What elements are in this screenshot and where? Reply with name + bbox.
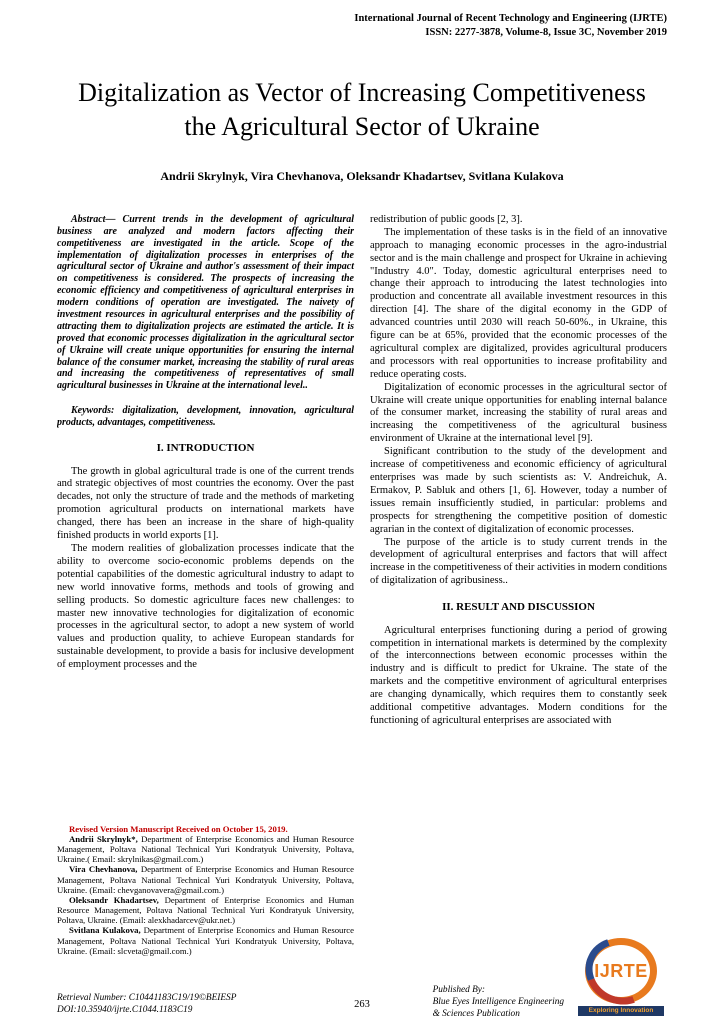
- footnote-author-name: Andrii Skrylnyk*,: [69, 833, 138, 844]
- footnote-received-line: Revised Version Manuscript Received on October 15, 2019.: [69, 823, 288, 834]
- body-paragraph-continuation: redistribution of public goods [2, 3].: [370, 213, 523, 225]
- left-column: [57, 214, 354, 956]
- publisher-name-line1: Blue Eyes Intelligence Engineering: [432, 996, 564, 1007]
- ijrte-logo: [578, 938, 664, 1016]
- intro-paragraph-1: The growth in global agricultural trade is one of the current trends and strategic objectives of most countries the economy. Over the past decades, not only the structure of trade and the methods of marketing promotion agricultural products on international markets have changed, there has been an increase in the share of high-quality finished products in world exports [1].: [57, 465, 354, 542]
- footnote-author-affiliation: Department of Enterprise Economics and Human Resource Management, Poltava National Technical Yuri Kondratyuk University, Poltava, Ukraine. (Email: alexkhadarcev@ukr.net.): [57, 894, 354, 926]
- footnote-author-name: Svitlana Kulakova,: [69, 925, 141, 936]
- section-heading-results: II. RESULT AND DISCUSSION: [442, 601, 595, 614]
- intro-paragraph-2: The modern realities of globalization processes indicate that the ability to overcome socio-economic problems depends on the potential capabilities of the domestic agricultural industry to adapt to new world innovative forms, methods and tools of growing and selling products. So domestic agriculture faces new challenges: to master new innovative technologies for digitalization of economic processes in the agricultural sector, to adopt a new system of world values and production quality, to achieve European standards for sustainable development, to provide a basis for inclusive development of employment processes and the: [57, 542, 354, 671]
- footnote-author-affiliation: Department of Enterprise Economics and Human Resource Management, Poltava National Technical Yuri Kondratyuk University, Poltava, Ukraine.( Email: skrylnikas@gmail.com.): [57, 833, 354, 865]
- ijrte-logo-circle: [585, 938, 657, 1004]
- authors-line: Andrii Skrylnyk, Vira Chevhanova, Oleksandr Khadartsev, Svitlana Kulakova: [160, 168, 564, 183]
- publisher-block: [433, 984, 564, 1020]
- body-paragraph: The purpose of the article is to study current trends in the development of agricultural enterprises and factors that will affect increase in the competitiveness of their activities in modern conditions of digitalization of agribusiness..: [370, 536, 667, 587]
- footnote-block: [57, 824, 354, 956]
- journal-header: [57, 12, 667, 40]
- footnote-author-name: Oleksandr Khadartsev,: [69, 894, 159, 905]
- abstract-text: Current trends in the development of agricultural business are analyzed and modern factors affecting their competitiveness are investigated in the article. Scope of the implementation of digitalization processes in enterprises of the agricultural sector of Ukraine and author's assessment of their impact on competitiveness is considered. The prospects of increasing the economic efficiency and competitiveness of agricultural enterprises in modern conditions of operation are investigated. The naivety of investment resources in agricultural enterprises and the possibility of attracting them to digitalization projects are estimated the article. It is proved that economic processes digitalization in the agricultural sector of Ukraine will create unique opportunities for ensuring the internal balance of the consumer market, increasing the stability of rural areas and increasing the competitiveness of representatives of small agricultural businesses in Ukraine at the international level..: [57, 213, 354, 392]
- journal-issn-line: ISSN: 2277-3878, Volume-8, Issue 3C, November 2019: [425, 27, 667, 39]
- right-column: [370, 214, 667, 956]
- retrieval-number: Retrieval Number: C10441183C19/19©BEIESP: [57, 992, 237, 1003]
- publisher-name-line2: & Sciences Publication: [432, 1008, 520, 1019]
- footnote-author-affiliation: Department of Enterprise Economics and Human Resource Management, Poltava National Technical Yuri Kondratyuk University, Poltava, Ukraine. (Email: slcveta@gmail.com.): [57, 925, 354, 956]
- footnote-author-entry: [57, 864, 354, 895]
- published-by-label: Published By:: [432, 984, 486, 995]
- footnote-author-entry: [57, 834, 354, 865]
- ijrte-logo-banner: Exploring Innovation: [578, 1006, 664, 1016]
- ijrte-logo-text: IJRTE: [594, 960, 648, 981]
- footnote-author-entry: [57, 925, 354, 956]
- abstract-label: Abstract—: [71, 213, 116, 225]
- doi-line: DOI:10.35940/ijrte.C1044.1183C19: [57, 1004, 193, 1015]
- two-column-body: [57, 214, 667, 956]
- paper-title: Digitalization as Vector of Increasing Competitiveness the Agricultural Sector of Ukraine: [78, 78, 646, 141]
- abstract-paragraph: [57, 214, 354, 392]
- body-paragraph: Significant contribution to the study of the development and increase of competitiveness and economic efficiency of agricultural enterprises was made by such scientists as: V. Andreichuk, A. Ermakov, P. Sabluk and others [1, 6]. However, today a number of issues remain insufficiently studied, in particular: problems and prospects for strengthening the competitive position of domestic agrarian in the context of digitalization of economic processes.: [370, 446, 667, 535]
- footnote-author-name: Vira Chevhanova,: [69, 864, 138, 875]
- section-heading-introduction: I. INTRODUCTION: [156, 442, 255, 455]
- body-paragraph: Agricultural enterprises functioning during a period of growing competition in international markets is determined by the complexity of the interconnections between economic processes within the industry and is difficult to predict for Ukraine. The state of the markets and the competitive environment of agricultural enterprises are changing dynamically, which requires them to constantly seek additional competitive advantages. Modern conditions for the functioning of agricultural enterprises are associated with: [370, 624, 667, 727]
- keywords-line: Keywords: digitalization, development, innovation, agricultural products, advantages, competitiveness.: [57, 405, 354, 429]
- page-number: 263: [354, 999, 370, 1010]
- footnote-author-affiliation: Department of Enterprise Economics and Human Resource Management, Poltava National Technical Yuri Kondratyuk University, Poltava, Ukraine. (Email: chevganovavera@gmail.com.): [57, 864, 354, 895]
- journal-name-line: International Journal of Recent Technology and Engineering (IJRTE): [354, 13, 667, 24]
- body-paragraph: The implementation of these tasks is in the field of an innovative approach to managing economic processes in the agro-industrial sector and is the main challenge and prospect for Ukraine in achieving "Industry 4.0". Today, domestic agricultural enterprises need to change their approach to introducing the latest technologies into production and concentrate all available investment resources in this direction [4]. The share of the digital economy in the GDP of advanced countries until 2030 will reach 50-60%., in Ukraine, this figure can be at 65%, provided that the economic processes of the agricultural complex are digitalized, provides agricultural producers and processors with real opportunities to increase profitability and reduce operating costs.: [370, 226, 667, 380]
- footnote-author-entry: [57, 895, 354, 926]
- body-paragraph: Digitalization of economic processes in the agricultural sector of Ukraine will create unique opportunities for enabling internal balance of the consumer market, increasing the stability of rural areas and increasing the competitiveness of the agricultural business environment of Ukraine at the international level [9].: [370, 381, 667, 445]
